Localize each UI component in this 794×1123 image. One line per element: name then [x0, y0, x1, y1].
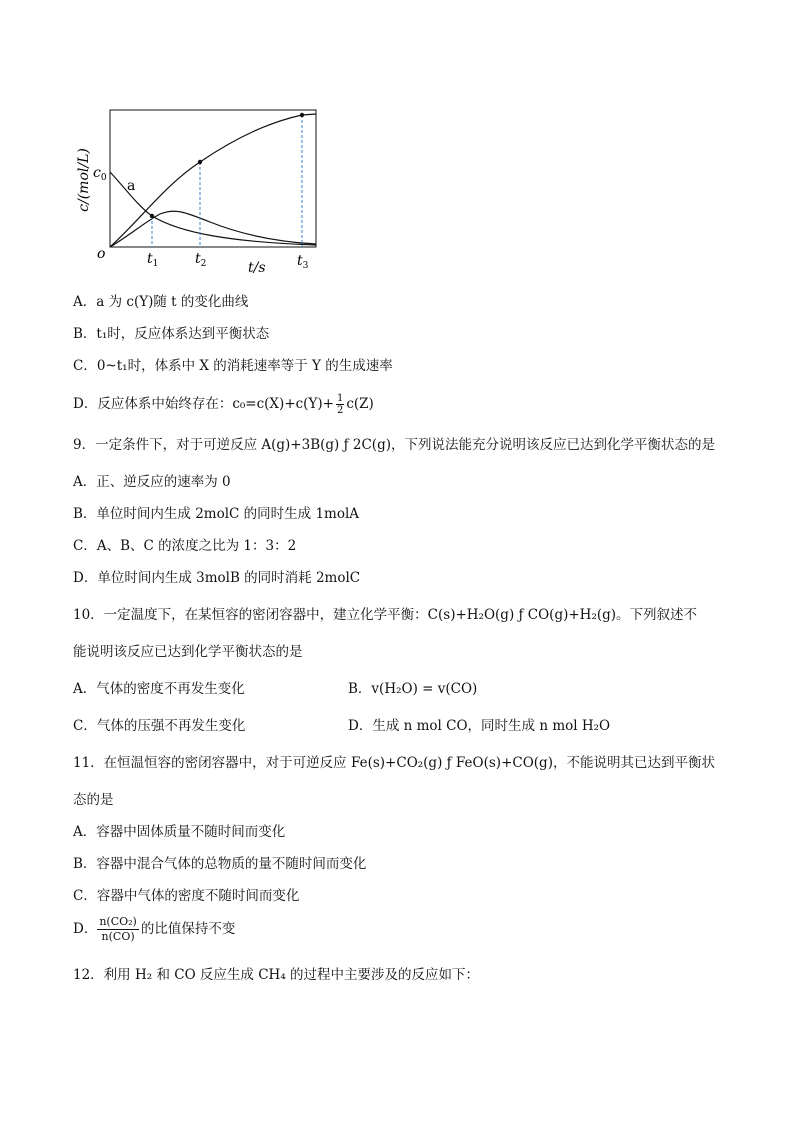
- q11-option-d-pre: D．: [73, 921, 98, 937]
- q10-option-b: B．v(H₂O) = v(CO): [348, 681, 478, 697]
- curve-a: [110, 172, 316, 245]
- q10-stem-line1: 10．一定温度下，在某恒容的密闭容器中，建立化学平衡：C(s)+H₂O(g) ƒ CO(g)+H₂(g)。下列叙述不: [73, 607, 698, 623]
- q11-option-d-fraction: $\frac{\text{n(CO₂)}}{n(CO)}$: [99, 915, 137, 943]
- q8-option-d-post: c(Z): [346, 396, 374, 412]
- q11-option-d: [73, 915, 235, 944]
- q11-stem-line1: 11．在恒温恒容的密闭容器中，对于可逆反应 Fe(s)+CO₂(g) ƒ FeO(s)+CO(g)，不能说明其已达到平衡状: [73, 755, 715, 771]
- q10-stem-line2: 能说明该反应已达到化学平衡状态的是: [73, 644, 303, 660]
- curve-a-label: a: [127, 178, 136, 194]
- intersection-point: [150, 214, 154, 218]
- q11-option-c: C．容器中气体的密度不随时间而变化: [73, 888, 300, 904]
- y-axis-label: c/(mol/L): [76, 148, 92, 212]
- q10-option-c: C．气体的压强不再发生变化: [73, 718, 246, 734]
- q10-option-a: A．气体的密度不再发生变化: [73, 681, 245, 697]
- q8-option-d-pre: D．反应体系中始终存在：c₀=c(X)+c(Y)+: [73, 396, 334, 412]
- q8-option-d: [73, 393, 374, 416]
- q11-stem-line2: 态的是: [73, 792, 114, 808]
- q11-option-d-post: 的比值保持不变: [140, 921, 236, 937]
- t2-label: $t_2$: [195, 251, 207, 269]
- q9-stem: 9．一定条件下，对于可逆反应 A(g)+3B(g) ƒ 2C(g)，下列说法能充分说明该反应已达到化学平衡状态的是: [73, 437, 715, 453]
- origin-label: o: [97, 246, 106, 262]
- q11-option-b: B．容器中混合气体的总物质的量不随时间而变化: [73, 856, 367, 872]
- q8-option-c: C．0~t₁时，体系中 X 的消耗速率等于 Y 的生成速率: [73, 358, 393, 374]
- concentration-time-graph: [70, 100, 330, 280]
- t3-label: $t_3$: [297, 253, 309, 271]
- q9-option-b: B．单位时间内生成 2molC 的同时生成 1molA: [73, 506, 360, 522]
- x-axis-label: t/s: [248, 260, 266, 276]
- t2-point: [198, 160, 202, 164]
- q9-option-a: A．正、逆反应的速率为 0: [73, 474, 231, 490]
- t1-label: $t_1$: [147, 251, 159, 269]
- q8-option-a: A．a 为 c(Y)随 t 的变化曲线: [73, 294, 249, 310]
- q12-stem: 12．利用 H₂ 和 CO 反应生成 CH₄ 的过程中主要涉及的反应如下：: [73, 967, 480, 983]
- q9-option-c: C．A、B、C 的浓度之比为 1：3：2: [73, 538, 297, 554]
- q8-option-d-fraction: $\frac{1}{2}$: [336, 393, 344, 416]
- q10-option-d: D．生成 n mol CO，同时生成 n mol H₂O: [348, 718, 611, 734]
- curve-rising: [110, 114, 316, 247]
- c0-label: $c_0$: [93, 165, 107, 183]
- q9-option-d: D．单位时间内生成 3molB 的同时消耗 2molC: [73, 570, 361, 586]
- q11-option-a: A．容器中固体质量不随时间而变化: [73, 824, 286, 840]
- t3-point: [300, 113, 304, 117]
- q8-option-b: B．t₁时，反应体系达到平衡状态: [73, 326, 270, 342]
